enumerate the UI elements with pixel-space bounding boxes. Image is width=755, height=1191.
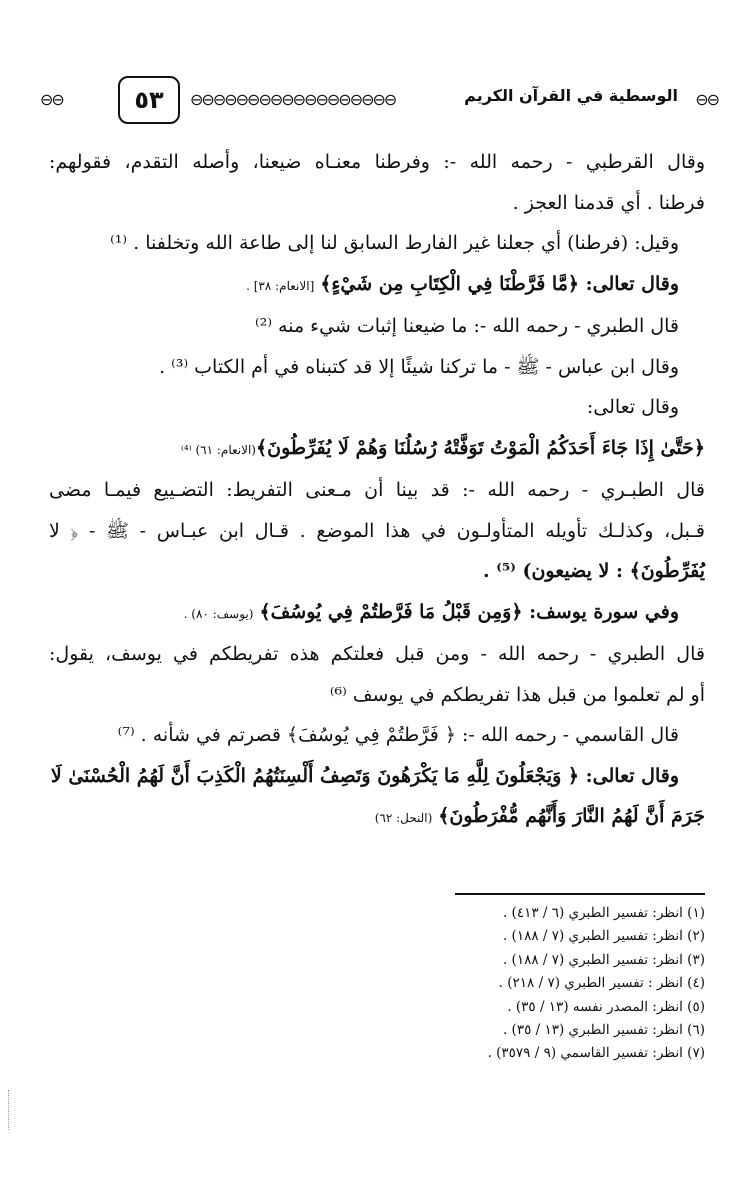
scan-margin-mark [8,1090,10,1130]
text-line: أو لم تعلموا من قبل هذا تفريطكم في يوسف ⁽⁶⁾ [329,683,705,706]
footnote: (١) انظر: تفسير الطبري (٦ / ٤١٣) . [502,905,705,921]
text-line: فرطنا . أي قدمنا العجز . [512,191,705,214]
text-line: وقال ابن عباس - ﷺ - ما تركنا شيئًا إلا قد كتبناه في أم الكتاب ⁽³⁾ . [159,355,679,378]
footnote: (٦) انظر: تفسير الطبري (١٣ / ٣٥) . [502,1022,705,1039]
verse-line: جَرَمَ أَنَّ لَهُمُ النَّارَ وَأَنَّهُم مُّفْرَطُونَ﴾ (النحل: ٦٢) [374,805,705,827]
book-title: الوسطية في القرآن الكريم [464,86,678,105]
verse-line: وقال تعالى: ﴿ وَيَجْعَلُونَ لِلَّهِ مَا يَكْرَهُونَ وَتَصِفُ أَلْسِنَتُهُمُ الْكَذِبَ أَنَّ لَهُمُ الْحُسْنَىٰ لَا [50,764,679,787]
text-line: وقال القرطبي - رحمه الله -: وفرطنا معنـاه ضيعنا، وأصله التقدم، فقولهم: [49,151,705,173]
footnote: (٤) انظر : تفسير الطبري (٧ / ٢١٨) . [498,975,705,992]
footnote: (٥) انظر: المصدر نفسه (١٣ / ٣٥) . [507,998,705,1015]
footnote: (٣) انظر: تفسير الطبري (٧ / ١٨٨) . [502,951,705,968]
text-line: قال القاسمي - رحمه الله -: ﴿ فَرَّطتُمْ فِي يُوسُفَ﴾ قصرتم في شأنه . ⁽⁷⁾ [117,724,679,746]
footnote-divider [455,893,705,895]
verse-line: وقال تعالى: ﴿مَّا فَرَّطْنَا فِي الْكِتَابِ مِن شَيْءٍ﴾ [الانعام: ٣٨] . [246,272,679,295]
verse-reference: (النحل: ٦٢) [374,811,433,825]
text-line: قال الطبري - رحمه الله - ومن قبل فعلتكم هذه تفريطكم في يوسف، يقول: [49,643,705,665]
text-line: يُفَرِّطُونَ﴾ : لا يضيعون) ⁽⁵⁾ . [482,560,705,582]
footnote: (٧) انظر: تفسير القاسمي (٩ / ٣٥٧٩) . [487,1045,705,1062]
footnotes [49,902,705,1066]
verse-reference: [الانعام: ٣٨] . [246,278,315,293]
running-header [40,74,718,132]
ornament-middle: ⊖⊖⊖⊖⊖⊖⊖⊖⊖⊖⊖⊖⊖⊖⊖⊖⊖⊖ [190,90,396,109]
footnote: (٢) انظر: تفسير الطبري (٧ / ١٨٨) . [502,928,705,945]
text-line: قال الطبـري - رحمه الله -: قد بينا أن مـعنى التفريط: التضـييع فيمـا مضى [49,479,705,501]
verse-reference: (الانعام: ٦١) ⁽⁴⁾ [180,442,256,457]
ornament-right: ⊖⊖ [695,90,718,109]
main-text [49,142,705,839]
ornament-left: ⊖⊖ [40,90,63,109]
page-number: ٥٣ [118,76,180,124]
text-line: قـبل، وكذلـك تأويله المتأولـون في هذا الموضع . قـال ابن عبـاس - ﷺ - ﴿ لا [49,519,705,542]
verse-reference: (يوسف: ٨٠) . [183,606,254,621]
verse-line: وفي سورة يوسف: ﴿وَمِن قَبْلُ مَا فَرَّطتُمْ فِي يُوسُفَ﴾ (يوسف: ٨٠) . [183,600,679,623]
verse-line: ﴿حَتَّىٰ إِذَا جَاءَ أَحَدَكُمُ الْمَوْتُ تَوَفَّتْهُ رُسُلُنَا وَهُمْ لَا يُفَرِّطُونَ﴾(الانعام: ٦١) ⁽⁴⁾ [180,436,705,459]
text-line: وقيل: (فرطنا) أي جعلنا غير الفارط السابق لنا إلى طاعة الله وتخلفنا . ⁽¹⁾ [110,232,679,254]
text-line: وقال تعالى: [586,396,679,418]
text-line: قال الطبري - رحمه الله -: ما ضيعنا إثبات شيء منه ⁽²⁾ [255,315,679,337]
